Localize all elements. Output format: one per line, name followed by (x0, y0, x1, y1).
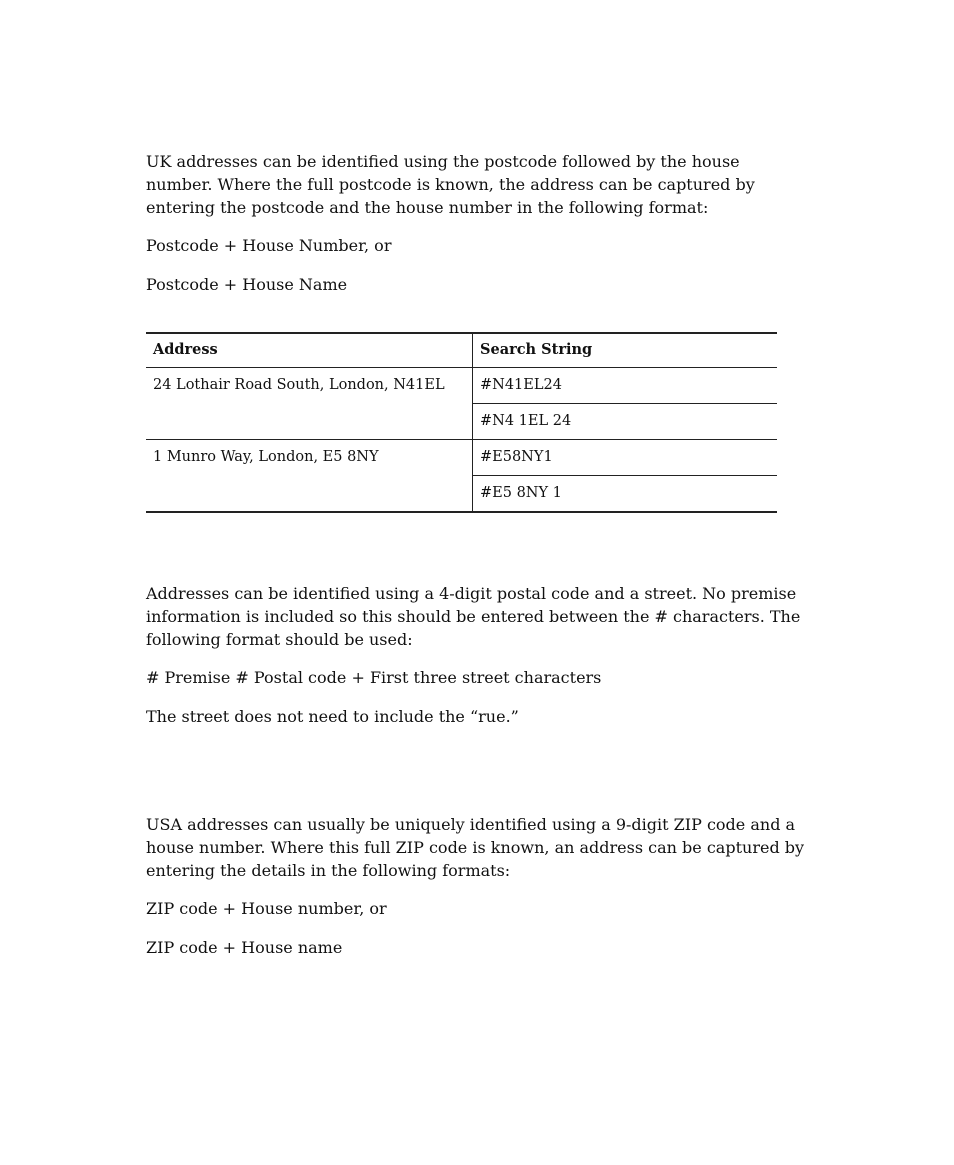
uk-address-table (146, 332, 777, 513)
search-string-cell: #E58NY1 (473, 440, 778, 476)
uk-format-postcode-number: Postcode + House Number, or (146, 236, 392, 255)
usa-format-zip-number: ZIP code + House number, or (146, 899, 387, 918)
uk-intro-paragraph: UK addresses can be identified using the postcode followed by the house number. Where the full postcode is known, the address can be captured by entering the postcode and the house number in the following format: (146, 152, 755, 217)
table-header-row (146, 333, 777, 368)
header-address: Address (146, 333, 473, 368)
section2-note: The street does not need to include the “rue.” (146, 707, 519, 726)
section2-format: # Premise # Postal code + First three street characters (146, 668, 602, 687)
header-search-string: Search String (473, 333, 778, 368)
table-row (146, 440, 777, 476)
usa-format-zip-name: ZIP code + House name (146, 938, 343, 957)
section2-intro-paragraph: Addresses can be identified using a 4-digit postal code and a street. No premise information is included so this should be entered between the # characters. The following format should be used: (146, 584, 801, 649)
document-page (146, 150, 806, 975)
search-string-cell: #N41EL24 (473, 368, 778, 404)
address-cell: 24 Lothair Road South, London, N41EL (146, 368, 473, 440)
search-string-cell: #E5 8NY 1 (473, 476, 778, 513)
table-row (146, 368, 777, 404)
search-string-cell: #N4 1EL 24 (473, 404, 778, 440)
uk-format-postcode-name: Postcode + House Name (146, 275, 348, 294)
usa-intro-paragraph: USA addresses can usually be uniquely identified using a 9-digit ZIP code and a house number. Where this full ZIP code is known, an address can be captured by entering the details in the following formats: (146, 815, 805, 880)
address-cell: 1 Munro Way, London, E5 8NY (146, 440, 473, 513)
